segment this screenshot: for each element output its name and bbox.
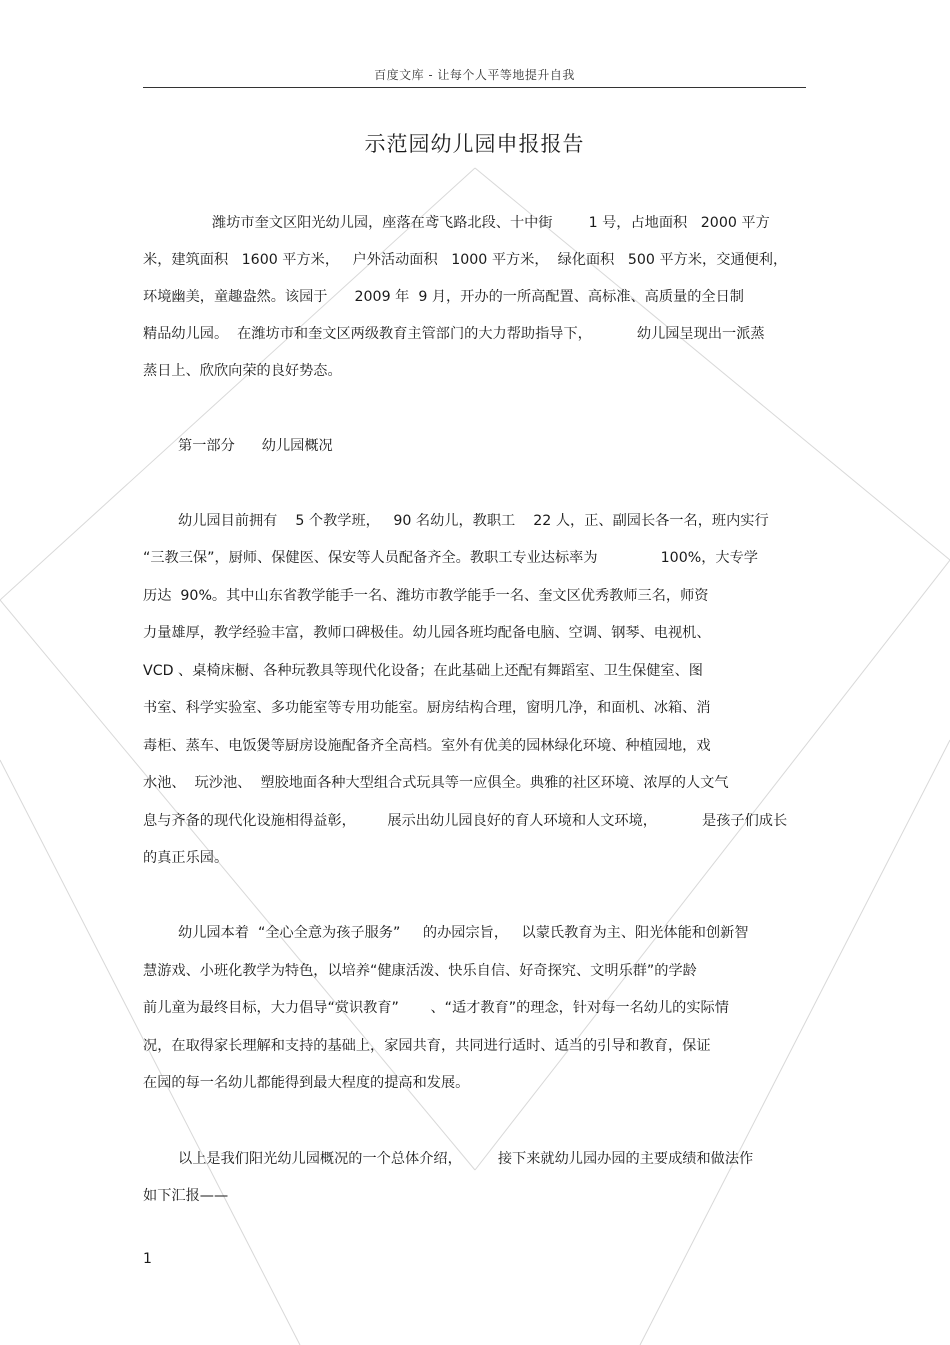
- page-header: [143, 64, 806, 88]
- overview-line-5: VCD 、桌椅床橱、各种玩教具等现代化设备；在此基础上还配有舞蹈室、卫生保健室、图: [143, 663, 703, 679]
- overview-line-2: “三教三保”，厨师、保健医、保安等人员配备齐全。教职工专业达标率为 100%，大专学: [143, 550, 758, 566]
- philosophy-line-1: 幼儿园本着 “全心全意为孩子服务” 的办园宗旨， 以蒙氏教育为主、阳光体能和创新智: [178, 925, 749, 941]
- intro-line-5: 蒸日上、欣欣向荣的良好势态。: [143, 363, 342, 379]
- header-text: 百度文库 - 让每个人平等地提升自我: [374, 68, 575, 82]
- overview-line-6: 书室、科学实验室、多功能室等专用功能室。厨房结构合理，窗明几净，和面机、冰箱、消: [143, 700, 711, 716]
- page-number: 1: [143, 1251, 152, 1267]
- overview-line-7: 毒柜、蒸车、电饭煲等厨房设施配备齐全高档。室外有优美的园林绿化环境、种植园地，戏: [143, 738, 711, 754]
- overview-line-4: 力量雄厚，教学经验丰富，教师口碑极佳。幼儿园各班均配备电脑、空调、钢琴、电视机、: [143, 625, 711, 641]
- summary-line-2: 如下汇报——: [143, 1188, 229, 1204]
- intro-line-3: 环境幽美，童趣盎然。该园于 2009 年 9 月，开办的一所高配置、高标准、高质量的全日制: [143, 289, 744, 305]
- section-heading-1: 第一部分 幼儿园概况: [178, 438, 333, 454]
- philosophy-line-4: 况，在取得家长理解和支持的基础上，家园共育，共同进行适时、适当的引导和教育，保证: [143, 1038, 711, 1054]
- philosophy-line-2: 慧游戏、小班化教学为特色，以培养“健康活泼、快乐自信、好奇探究、文明乐群”的学龄: [143, 963, 697, 979]
- overview-line-3: 历达 90%。其中山东省教学能手一名、潍坊市教学能手一名、奎文区优秀教师三名，师资: [143, 588, 709, 604]
- document-title: 示范园幼儿园申报报告: [364, 132, 585, 156]
- philosophy-line-5: 在园的每一名幼儿都能得到最大程度的提高和发展。: [143, 1075, 470, 1091]
- overview-line-8: 水池、 玩沙池、 塑胶地面各种大型组合式玩具等一应俱全。典雅的社区环境、浓厚的人文气: [143, 775, 729, 791]
- intro-line-4: 精品幼儿园。 在潍坊市和奎文区两级教育主管部门的大力帮助指导下， 幼儿园呈现出一派蒸: [143, 326, 765, 342]
- overview-line-10: 的真正乐园。: [143, 850, 229, 866]
- philosophy-line-3: 前儿童为最终目标，大力倡导“赏识教育” 、“适才教育”的理念，针对每一名幼儿的实际情: [143, 1000, 729, 1016]
- intro-line-2: 米，建筑面积 1600 平方米， 户外活动面积 1000 平方米， 绿化面积 500 平方米，交通便利，: [143, 252, 788, 268]
- intro-line-1: 潍坊市奎文区阳光幼儿园，座落在鸢飞路北段、十中街 1 号，占地面积 2000 平方: [212, 215, 770, 231]
- overview-line-1: 幼儿园目前拥有 5 个教学班， 90 名幼儿，教职工 22 人，正、副园长各一名，班内实行: [178, 513, 769, 529]
- summary-line-1: 以上是我们阳光幼儿园概况的一个总体介绍， 接下来就幼儿园办园的主要成绩和做法作: [178, 1151, 754, 1167]
- overview-line-9: 息与齐备的现代化设施相得益彰， 展示出幼儿园良好的育人环境和人文环境， 是孩子们成长: [143, 813, 788, 829]
